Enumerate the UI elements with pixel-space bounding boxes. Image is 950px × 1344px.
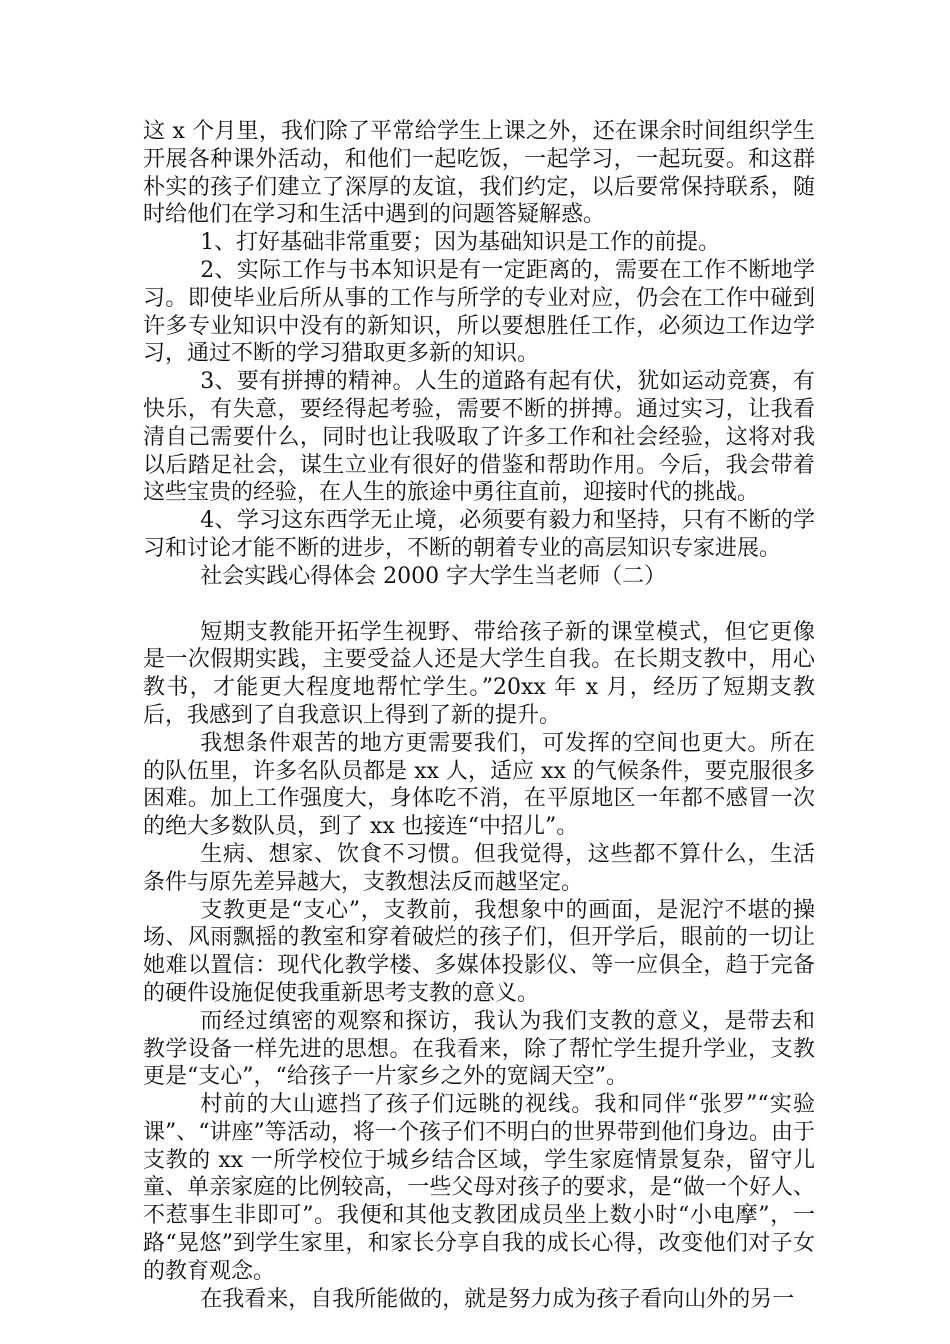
paragraph: 生病、想家、饮食不习惯。但我觉得，这些都不算什么，生活条件与原先差异越大，支教想法反而越坚定。 <box>143 841 815 895</box>
paragraph: 而经过缜密的观察和探访，我认为我们支教的意义，是带去和教学设备一样先进的思想。在我看来，除了帮忙学生提升学业，支教更是“支心”，“给孩子一片家乡之外的宽阔天空”。 <box>143 1008 815 1090</box>
paragraph: 我想条件艰苦的地方更需要我们，可发挥的空间也更大。所在的队伍里，许多名队员都是 xx 人，适应 xx 的气候条件，要克服很多困难。加上工作强度大，身体吃不消，在平原地区一年都不感冒一次的绝大多数队员，到了 xx 也接连“中招儿”。 <box>143 730 815 840</box>
section-title: 社会实践心得体会 2000 字大学生当老师（二） <box>200 563 667 589</box>
paragraph: 4、学习这东西学无止境，必须要有毅力和坚持，只有不断的学习和讨论才能不断的进步，不断的朝着专业的高层知识专家进展。 <box>143 508 815 561</box>
paragraph: 在我看来，自我所能做的，就是努力成为孩子看向山外的另一 <box>200 1286 795 1312</box>
paragraph: 短期支教能开拓学生视野、带给孩子新的课堂模式，但它更像是一次假期实践，主要受益人还是大学生自我。在长期支教中，用心教书，才能更大程度地帮忙学生。”20xx 年 x 月，经历了短期支教后，我感到了自我意识上得到了新的提升。 <box>143 619 815 728</box>
paragraph: 支教更是“支心”，支教前，我想象中的画面，是泥泞不堪的操场、风雨飘摇的教室和穿着破烂的孩子们，但开学后，眼前的一切让她难以置信：现代化教学楼、多媒体投影仪、等一应俱全，趋于完备的硬件设施促使我重新思考支教的意义。 <box>143 897 815 1006</box>
section-spacer <box>143 591 815 619</box>
paragraph: 3、要有拼搏的精神。人生的道路有起有伏，犹如运动竞赛，有快乐，有失意，要经得起考验，需要不断的拼搏。通过实习，让我看清自己需要什么，同时也让我吸取了许多工作和社会经验，这将对我以后踏足社会，谋生立业有很好的借鉴和帮助作用。今后，我会带着这些宝贵的经验，在人生的旅途中勇往直前，迎接时代的挑战。 <box>143 369 815 506</box>
paragraph: 这 x 个月里，我们除了平常给学生上课之外，还在课余时间组织学生开展各种课外活动，和他们一起吃饭，一起学习，一起玩耍。和这群朴实的孩子们建立了深厚的友谊，我们约定，以后要常保持联系，随时给他们在学习和生活中遇到的问题答疑解惑。 <box>143 119 815 228</box>
paragraph: 2、实际工作与书本知识是有一定距离的，需要在工作不断地学习。即使毕业后所从事的工作与所学的专业对应，仍会在工作中碰到许多专业知识中没有的新知识，所以要想胜任工作，必须边工作边学习，通过不断的学习猎取更多新的知识。 <box>143 257 815 367</box>
paragraph: 村前的大山遮挡了孩子们远眺的视线。我和同伴“张罗”“实验课”、“讲座”等活动，将一个孩子们不明白的世界带到他们身边。由于支教的 xx 一所学校位于城乡结合区域，学生家庭情景复杂，留守儿童、单亲家庭的比例较高，一些父母对孩子的要求，是“做一个好人、不惹事生非即可”。我便和其他支教团成员坐上数小时“小电摩”，一路“晃悠”到学生家里，和家长分享自我的成长心得，改变他们对子女的教育观念。 <box>143 1092 815 1284</box>
document-body <box>143 118 815 1313</box>
paragraph: 1、打好基础非常重要；因为基础知识是工作的前提。 <box>200 230 721 256</box>
